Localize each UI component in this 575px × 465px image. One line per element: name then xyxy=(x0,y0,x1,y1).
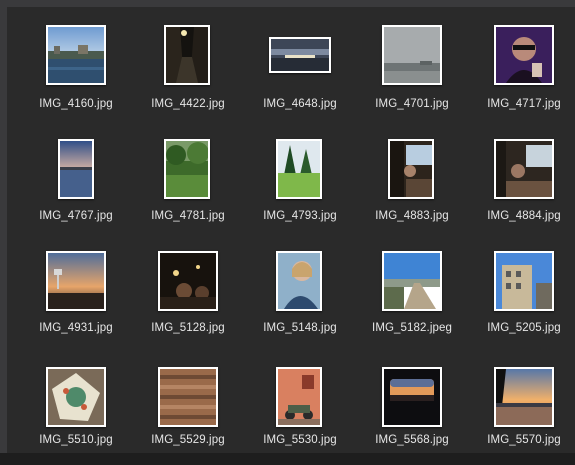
photo-night-alley-icon[interactable] xyxy=(164,25,210,85)
photo-building-sky-icon[interactable] xyxy=(494,251,554,311)
photo-beach-sunset-icon[interactable] xyxy=(46,251,106,311)
photo-dusk-water-icon[interactable] xyxy=(58,139,94,199)
file-name[interactable]: IMG_5570.jpg xyxy=(487,434,561,446)
file-item[interactable] xyxy=(132,353,244,465)
photo-sea-sunset-icon[interactable] xyxy=(494,367,554,427)
file-name[interactable]: IMG_4884.jpg xyxy=(487,210,561,222)
file-name[interactable]: IMG_5205.jpg xyxy=(487,322,561,334)
file-item[interactable] xyxy=(356,353,468,465)
file-name[interactable]: IMG_4883.jpg xyxy=(375,210,449,222)
photo-rusty-metal-icon[interactable] xyxy=(158,367,218,427)
file-name[interactable]: IMG_4648.jpg xyxy=(263,98,337,110)
photo-portrait-purple-icon[interactable] xyxy=(494,25,554,85)
photo-cafe-terrace-2-icon[interactable] xyxy=(494,139,554,199)
file-name[interactable]: IMG_4781.jpg xyxy=(151,210,225,222)
file-name[interactable]: IMG_4931.jpg xyxy=(39,322,113,334)
photo-coast-path-icon[interactable] xyxy=(382,251,442,311)
window-top-border xyxy=(0,0,575,7)
file-name[interactable]: IMG_4422.jpg xyxy=(151,98,225,110)
file-item[interactable] xyxy=(132,241,244,353)
file-name[interactable]: IMG_4717.jpg xyxy=(487,98,561,110)
file-name[interactable]: IMG_5529.jpg xyxy=(151,434,225,446)
photo-grey-sea-icon[interactable] xyxy=(382,25,442,85)
photo-tiled-plate-icon[interactable] xyxy=(46,367,106,427)
file-item[interactable] xyxy=(468,241,575,353)
file-item[interactable] xyxy=(468,129,575,241)
window-left-border xyxy=(0,7,7,453)
photo-scooter-wall-icon[interactable] xyxy=(276,367,322,427)
file-item[interactable] xyxy=(20,17,132,129)
file-item[interactable] xyxy=(20,129,132,241)
file-item[interactable] xyxy=(244,17,356,129)
file-name[interactable]: IMG_5510.jpg xyxy=(39,434,113,446)
file-name[interactable]: IMG_5128.jpg xyxy=(151,322,225,334)
file-name[interactable]: IMG_4793.jpg xyxy=(263,210,337,222)
photo-night-crowd-icon[interactable] xyxy=(158,251,218,311)
file-item[interactable] xyxy=(20,353,132,465)
file-item[interactable] xyxy=(356,241,468,353)
file-item[interactable] xyxy=(20,241,132,353)
file-name[interactable]: IMG_5182.jpeg xyxy=(372,322,452,334)
file-item[interactable] xyxy=(244,129,356,241)
file-item[interactable] xyxy=(468,353,575,465)
file-icon-grid[interactable] xyxy=(20,17,575,457)
photo-green-meadow-icon[interactable] xyxy=(164,139,210,199)
file-item[interactable] xyxy=(356,129,468,241)
photo-sunset-clouds-icon[interactable] xyxy=(269,37,331,73)
file-name[interactable]: IMG_5148.jpg xyxy=(263,322,337,334)
photo-river-city-icon[interactable] xyxy=(46,25,106,85)
file-name[interactable]: IMG_4767.jpg xyxy=(39,210,113,222)
file-name[interactable]: IMG_4701.jpg xyxy=(375,98,449,110)
file-item[interactable] xyxy=(244,241,356,353)
photo-cafe-terrace-icon[interactable] xyxy=(388,139,434,199)
file-item[interactable] xyxy=(132,17,244,129)
file-item[interactable] xyxy=(468,17,575,129)
file-item[interactable] xyxy=(244,353,356,465)
file-name[interactable]: IMG_5530.jpg xyxy=(263,434,337,446)
photo-portrait-blue-icon[interactable] xyxy=(276,251,322,311)
photo-trees-field-icon[interactable] xyxy=(276,139,322,199)
photo-car-window-sunset-icon[interactable] xyxy=(382,367,442,427)
file-item[interactable] xyxy=(356,17,468,129)
file-item[interactable] xyxy=(132,129,244,241)
file-name[interactable]: IMG_4160.jpg xyxy=(39,98,113,110)
file-name[interactable]: IMG_5568.jpg xyxy=(375,434,449,446)
